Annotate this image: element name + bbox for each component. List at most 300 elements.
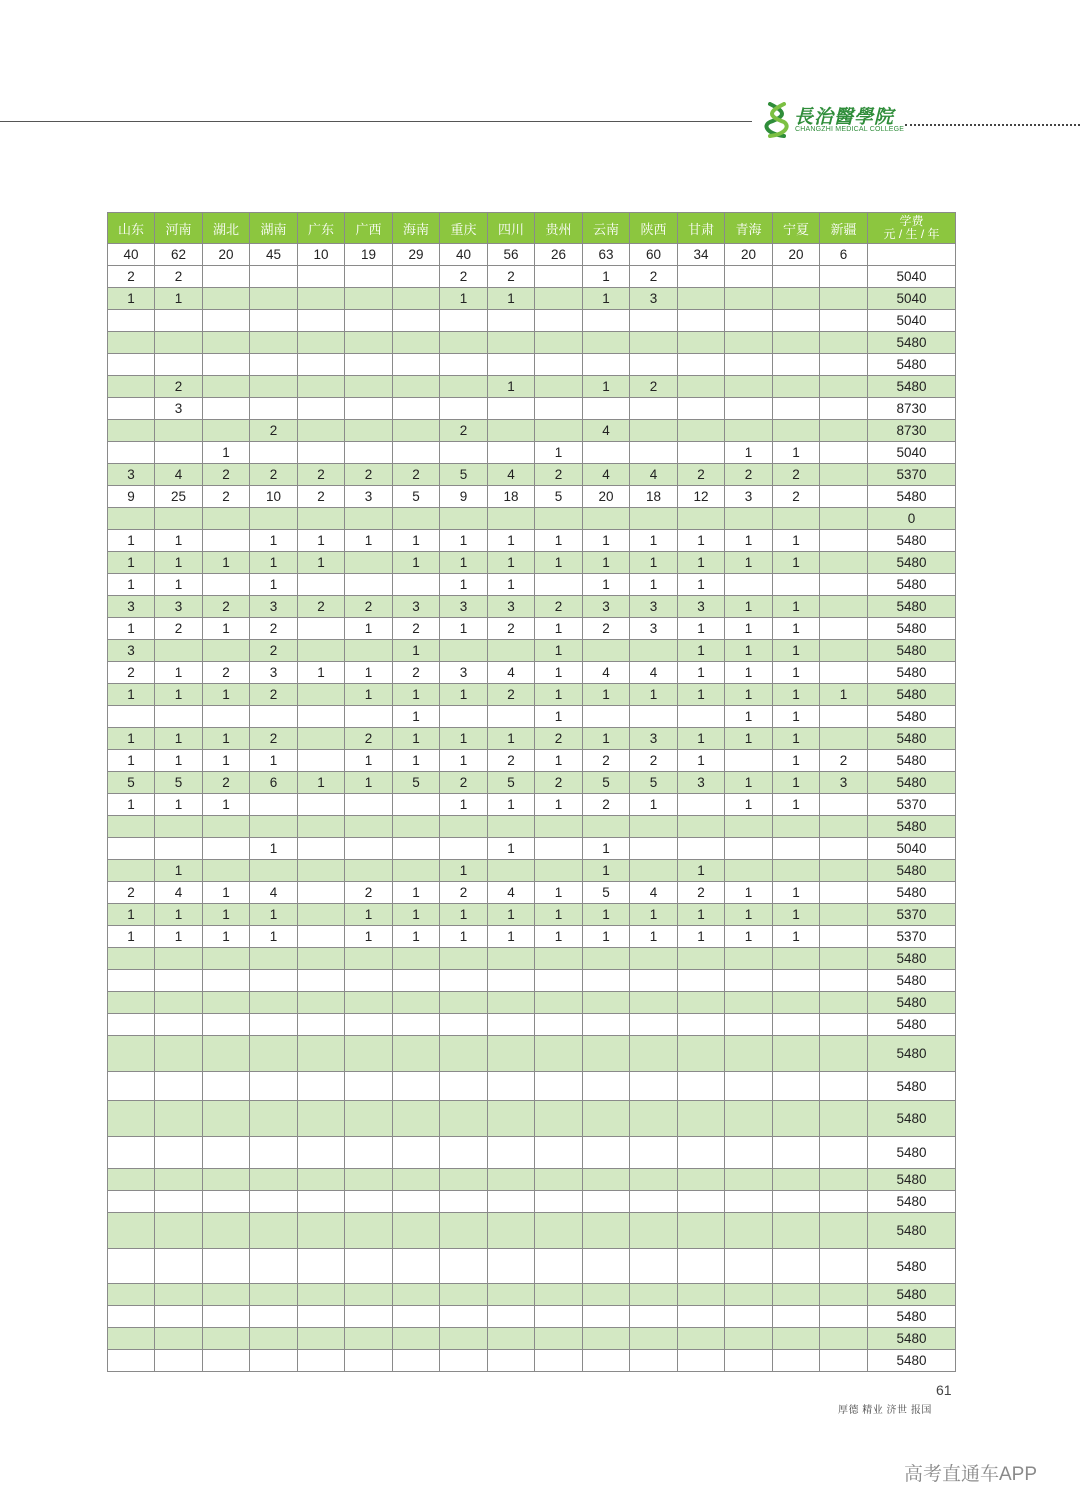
table-cell (345, 310, 393, 332)
table-row (108, 1101, 956, 1137)
table-cell: 4 (488, 464, 535, 486)
table-cell (725, 1328, 773, 1350)
table-cell (108, 816, 155, 838)
table-cell (583, 1284, 630, 1306)
table-cell (678, 1213, 725, 1249)
table-cell (298, 1213, 345, 1249)
table-cell (725, 1249, 773, 1284)
college-logo (764, 100, 904, 140)
table-cell: 1 (678, 926, 725, 948)
table-cell: 1 (393, 904, 440, 926)
table-cell (678, 706, 725, 728)
table-cell: 1 (535, 794, 583, 816)
quota-cell: 29 (393, 244, 440, 266)
table-cell (678, 1101, 725, 1137)
table-cell (583, 1169, 630, 1191)
table-cell (488, 398, 535, 420)
table-cell: 2 (250, 420, 298, 442)
fee-cell: 5480 (868, 376, 956, 398)
table-cell (108, 948, 155, 970)
table-cell (820, 882, 868, 904)
table-cell (535, 266, 583, 288)
fee-cell: 5480 (868, 1328, 956, 1350)
table-cell (678, 838, 725, 860)
table-cell (203, 530, 250, 552)
table-cell (488, 1284, 535, 1306)
table-cell (820, 1306, 868, 1328)
table-cell: 1 (155, 552, 203, 574)
table-cell: 1 (298, 530, 345, 552)
table-cell: 4 (630, 882, 678, 904)
table-cell (725, 398, 773, 420)
table-cell: 2 (630, 266, 678, 288)
table-cell: 3 (678, 596, 725, 618)
table-cell (298, 1249, 345, 1284)
table-cell: 2 (488, 750, 535, 772)
table-cell (203, 1072, 250, 1101)
table-cell (155, 1072, 203, 1101)
table-row (108, 596, 956, 618)
table-cell (773, 838, 820, 860)
table-row (108, 1191, 956, 1213)
table-cell (820, 662, 868, 684)
table-cell (155, 970, 203, 992)
fee-cell: 5480 (868, 992, 956, 1014)
table-cell (630, 1306, 678, 1328)
table-cell (155, 1328, 203, 1350)
table-cell (108, 1169, 155, 1191)
table-cell (250, 1284, 298, 1306)
table-cell (535, 838, 583, 860)
table-cell (108, 706, 155, 728)
table-row (108, 816, 956, 838)
table-cell (678, 376, 725, 398)
table-cell: 1 (488, 552, 535, 574)
table-row (108, 1249, 956, 1284)
table-cell: 2 (203, 662, 250, 684)
table-cell (678, 948, 725, 970)
table-cell (440, 1191, 488, 1213)
table-cell: 1 (155, 860, 203, 882)
table-cell (630, 706, 678, 728)
table-cell (725, 1191, 773, 1213)
table-cell (108, 1213, 155, 1249)
fee-cell: 5480 (868, 772, 956, 794)
column-header: 云南 (583, 213, 630, 244)
table-cell: 4 (488, 662, 535, 684)
table-cell: 1 (345, 530, 393, 552)
table-cell: 1 (203, 926, 250, 948)
table-cell: 3 (250, 662, 298, 684)
table-cell: 2 (345, 728, 393, 750)
table-row (108, 1014, 956, 1036)
table-cell (108, 1328, 155, 1350)
table-cell (488, 1101, 535, 1137)
table-cell (773, 948, 820, 970)
table-cell (535, 354, 583, 376)
table-cell (440, 706, 488, 728)
table-cell: 1 (773, 926, 820, 948)
table-cell: 1 (298, 772, 345, 794)
table-cell (393, 1101, 440, 1137)
table-row (108, 574, 956, 596)
table-cell (298, 266, 345, 288)
table-cell (393, 288, 440, 310)
table-cell: 1 (155, 794, 203, 816)
table-cell (203, 266, 250, 288)
table-row (108, 354, 956, 376)
column-header: 湖南 (250, 213, 298, 244)
table-cell (203, 1284, 250, 1306)
table-cell: 1 (583, 266, 630, 288)
table-cell: 2 (203, 486, 250, 508)
table-cell (630, 420, 678, 442)
table-cell: 3 (108, 596, 155, 618)
table-cell: 1 (345, 750, 393, 772)
header-dotted-rule (905, 116, 1080, 126)
table-cell (630, 1014, 678, 1036)
table-cell (440, 1249, 488, 1284)
table-cell: 2 (155, 266, 203, 288)
table-cell: 18 (630, 486, 678, 508)
table-cell (108, 398, 155, 420)
table-cell: 1 (535, 552, 583, 574)
table-cell (203, 1191, 250, 1213)
table-cell (630, 1328, 678, 1350)
table-cell (535, 1306, 583, 1328)
quota-cell: 62 (155, 244, 203, 266)
table-cell (820, 1249, 868, 1284)
table-cell: 1 (203, 750, 250, 772)
table-cell (820, 1213, 868, 1249)
table-cell (773, 816, 820, 838)
table-row (108, 992, 956, 1014)
table-row (108, 662, 956, 684)
table-cell (298, 1101, 345, 1137)
table-cell (630, 1137, 678, 1169)
table-cell: 1 (773, 750, 820, 772)
table-cell: 1 (583, 904, 630, 926)
table-cell: 3 (155, 398, 203, 420)
table-cell (820, 508, 868, 530)
quota-cell (868, 244, 956, 266)
table-cell (440, 1101, 488, 1137)
fee-cell: 8730 (868, 398, 956, 420)
table-cell (108, 1306, 155, 1328)
table-cell: 1 (488, 530, 535, 552)
table-cell (298, 1306, 345, 1328)
table-cell (393, 1137, 440, 1169)
table-cell (440, 508, 488, 530)
table-cell (773, 1014, 820, 1036)
table-cell: 9 (440, 486, 488, 508)
table-cell: 2 (250, 640, 298, 662)
table-cell (725, 376, 773, 398)
table-cell (725, 1350, 773, 1372)
table-cell: 1 (678, 618, 725, 640)
table-cell: 1 (488, 574, 535, 596)
table-row (108, 926, 956, 948)
table-row (108, 1328, 956, 1350)
table-cell (393, 1213, 440, 1249)
column-header: 甘肃 (678, 213, 725, 244)
table-cell (488, 1191, 535, 1213)
table-cell: 1 (725, 596, 773, 618)
table-cell (250, 1350, 298, 1372)
table-cell: 2 (250, 684, 298, 706)
table-cell (440, 1350, 488, 1372)
table-cell (773, 1249, 820, 1284)
table-cell (393, 992, 440, 1014)
table-cell: 2 (440, 266, 488, 288)
table-cell (203, 420, 250, 442)
table-cell (298, 1191, 345, 1213)
table-cell (298, 398, 345, 420)
table-cell: 2 (630, 750, 678, 772)
table-cell: 1 (725, 882, 773, 904)
table-cell: 1 (440, 288, 488, 310)
table-cell (155, 992, 203, 1014)
table-cell (488, 1036, 535, 1072)
table-cell: 1 (440, 926, 488, 948)
table-cell (108, 354, 155, 376)
table-cell (820, 860, 868, 882)
table-cell: 1 (678, 552, 725, 574)
table-cell (488, 1137, 535, 1169)
quota-cell: 56 (488, 244, 535, 266)
table-cell (345, 398, 393, 420)
table-cell (820, 926, 868, 948)
table-cell: 1 (725, 618, 773, 640)
table-cell (393, 376, 440, 398)
table-cell: 1 (535, 882, 583, 904)
table-cell (108, 1101, 155, 1137)
table-cell: 1 (440, 574, 488, 596)
table-cell (155, 1306, 203, 1328)
table-cell: 1 (345, 926, 393, 948)
table-cell (345, 288, 393, 310)
table-cell (820, 332, 868, 354)
table-cell: 1 (203, 552, 250, 574)
table-cell: 4 (630, 464, 678, 486)
table-cell: 2 (250, 728, 298, 750)
table-cell: 3 (108, 640, 155, 662)
table-cell: 2 (298, 464, 345, 486)
table-cell (108, 1191, 155, 1213)
table-cell: 1 (773, 618, 820, 640)
table-cell (725, 354, 773, 376)
table-cell: 1 (583, 376, 630, 398)
table-cell (725, 948, 773, 970)
table-cell (488, 1306, 535, 1328)
table-cell (298, 926, 345, 948)
table-cell: 5 (488, 772, 535, 794)
table-cell: 1 (155, 904, 203, 926)
table-cell (155, 332, 203, 354)
table-cell (440, 1306, 488, 1328)
table-cell (535, 288, 583, 310)
table-cell: 20 (583, 486, 630, 508)
table-cell: 1 (488, 838, 535, 860)
table-cell: 1 (725, 684, 773, 706)
fee-cell: 5480 (868, 486, 956, 508)
table-cell (583, 816, 630, 838)
table-cell (725, 1213, 773, 1249)
table-cell (535, 1036, 583, 1072)
table-cell (583, 1014, 630, 1036)
table-cell (725, 1169, 773, 1191)
table-cell (820, 1169, 868, 1191)
table-cell (488, 1350, 535, 1372)
table-cell (535, 1213, 583, 1249)
table-cell (630, 1101, 678, 1137)
table-cell (250, 1213, 298, 1249)
table-cell (535, 1249, 583, 1284)
fee-cell: 5040 (868, 442, 956, 464)
table-cell (155, 354, 203, 376)
table-row (108, 420, 956, 442)
table-cell: 3 (440, 596, 488, 618)
table-cell (393, 860, 440, 882)
table-cell: 1 (108, 530, 155, 552)
table-cell (298, 1328, 345, 1350)
table-row (108, 684, 956, 706)
table-cell: 1 (773, 904, 820, 926)
table-cell: 5 (535, 486, 583, 508)
table-cell: 1 (108, 904, 155, 926)
table-cell: 5 (630, 772, 678, 794)
table-cell (440, 1284, 488, 1306)
table-cell (820, 1137, 868, 1169)
quota-cell: 6 (820, 244, 868, 266)
table-cell (250, 794, 298, 816)
table-cell: 5 (583, 772, 630, 794)
table-cell (678, 1014, 725, 1036)
table-cell (630, 1036, 678, 1072)
table-cell (678, 310, 725, 332)
table-cell (108, 508, 155, 530)
table-cell (820, 1014, 868, 1036)
table-cell (820, 904, 868, 926)
table-cell (773, 574, 820, 596)
table-cell (535, 398, 583, 420)
table-cell (678, 1284, 725, 1306)
table-row (108, 1072, 956, 1101)
table-row (108, 772, 956, 794)
column-header: 新疆 (820, 213, 868, 244)
college-name-cn: 長治醫學院 (794, 106, 895, 128)
table-cell (250, 1306, 298, 1328)
table-cell (678, 1350, 725, 1372)
table-cell: 2 (820, 750, 868, 772)
fee-cell: 5480 (868, 1036, 956, 1072)
table-cell: 1 (393, 882, 440, 904)
table-cell: 1 (155, 728, 203, 750)
table-cell (535, 948, 583, 970)
table-cell: 1 (630, 530, 678, 552)
table-cell (820, 618, 868, 640)
table-cell (203, 1014, 250, 1036)
table-cell (583, 354, 630, 376)
table-cell: 1 (583, 288, 630, 310)
fee-cell: 5480 (868, 1137, 956, 1169)
table-cell: 1 (630, 684, 678, 706)
table-cell (298, 706, 345, 728)
table-cell: 1 (440, 684, 488, 706)
fee-cell: 5480 (868, 662, 956, 684)
table-cell (345, 948, 393, 970)
table-row (108, 728, 956, 750)
table-cell: 1 (393, 750, 440, 772)
table-cell (250, 266, 298, 288)
table-cell: 1 (488, 376, 535, 398)
table-cell (725, 1036, 773, 1072)
table-cell: 9 (108, 486, 155, 508)
page-number: 61 (936, 1382, 952, 1398)
table-row (108, 442, 956, 464)
table-cell (345, 1350, 393, 1372)
table-cell: 5 (583, 882, 630, 904)
fee-cell: 5040 (868, 310, 956, 332)
table-cell (725, 332, 773, 354)
table-cell (108, 332, 155, 354)
table-cell (393, 1036, 440, 1072)
table-cell (393, 970, 440, 992)
table-cell: 1 (773, 442, 820, 464)
table-cell (250, 376, 298, 398)
table-cell (488, 442, 535, 464)
table-cell (203, 640, 250, 662)
table-cell: 3 (250, 596, 298, 618)
table-cell (535, 1101, 583, 1137)
table-cell: 1 (108, 618, 155, 640)
table-cell: 2 (155, 618, 203, 640)
table-cell: 1 (583, 684, 630, 706)
table-cell (488, 970, 535, 992)
table-cell: 1 (203, 442, 250, 464)
table-cell (773, 1137, 820, 1169)
table-cell (345, 1328, 393, 1350)
table-cell (203, 1213, 250, 1249)
table-cell (535, 508, 583, 530)
fee-cell: 5480 (868, 596, 956, 618)
table-cell (820, 1101, 868, 1137)
table-cell (250, 354, 298, 376)
table-cell: 1 (773, 794, 820, 816)
table-cell (203, 860, 250, 882)
fee-cell: 5480 (868, 1072, 956, 1101)
table-cell (725, 1306, 773, 1328)
table-cell (440, 310, 488, 332)
table-cell (155, 1191, 203, 1213)
table-cell (630, 354, 678, 376)
table-cell (345, 354, 393, 376)
table-cell (440, 1036, 488, 1072)
table-cell: 1 (773, 772, 820, 794)
table-cell (203, 288, 250, 310)
table-row (108, 1284, 956, 1306)
quota-cell: 63 (583, 244, 630, 266)
table-cell (345, 838, 393, 860)
table-cell: 1 (250, 904, 298, 926)
table-cell (773, 1101, 820, 1137)
table-cell (203, 948, 250, 970)
table-cell (393, 574, 440, 596)
table-cell: 1 (678, 684, 725, 706)
table-row (108, 794, 956, 816)
table-cell: 1 (630, 904, 678, 926)
table-cell: 1 (678, 904, 725, 926)
